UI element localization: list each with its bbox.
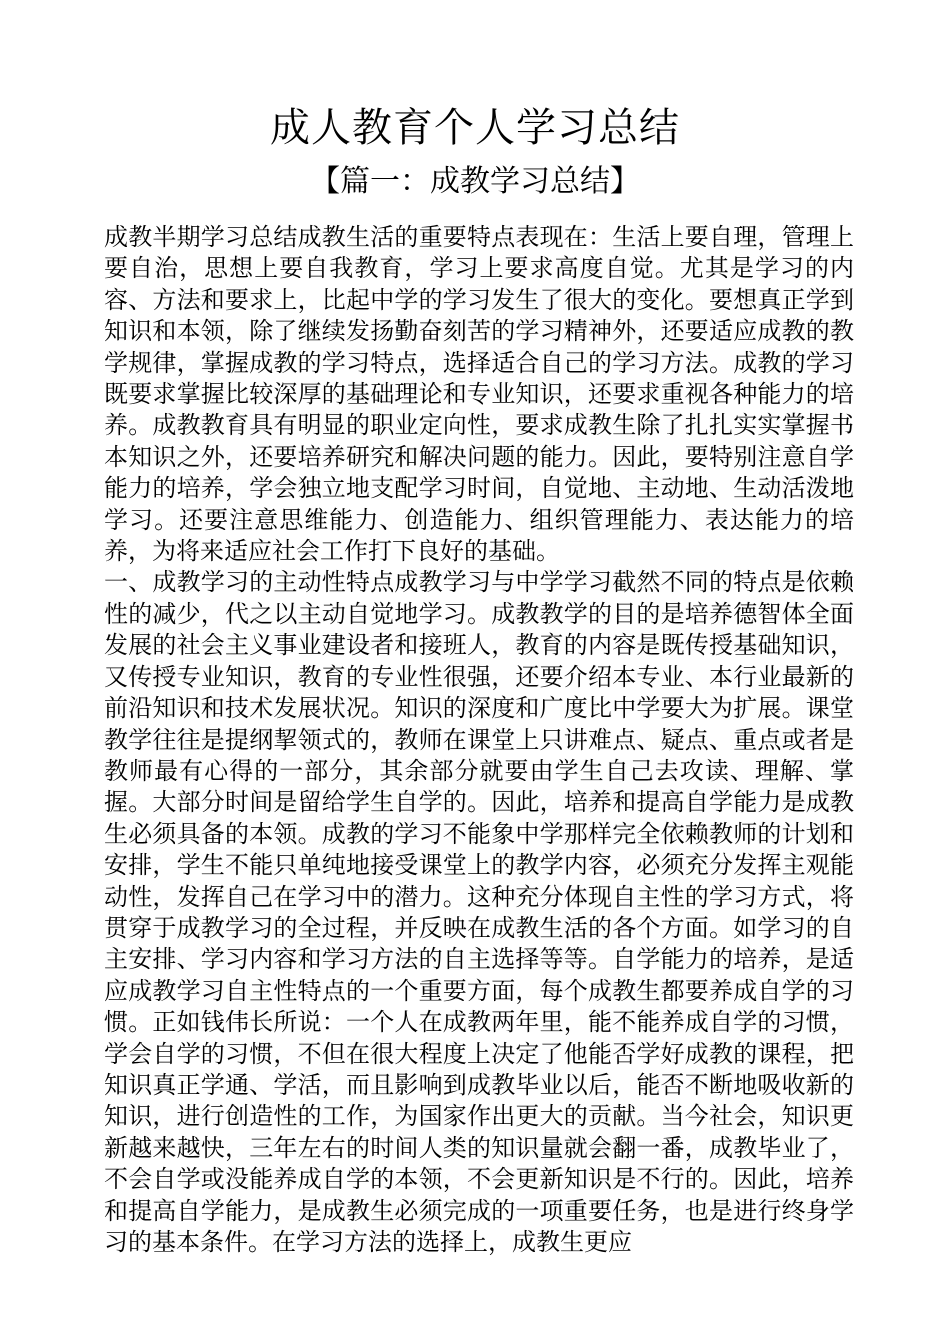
- section-heading: 【篇一：成教学习总结】: [310, 164, 640, 199]
- document-body: [104, 222, 854, 1258]
- page-title: 成人教育个人学习总结: [270, 105, 680, 151]
- paragraph-intro: 成教半期学习总结成教生活的重要特点表现在：生活上要自理，管理上要自治，思想上要自我教育，学习上要求高度自觉。尤其是学习的内容、方法和要求上，比起中学的学习发生了很大的变化。要想真正学到知识和本领，除了继续发扬勤奋刻苦的学习精神外，还要适应成教的教学规律，掌握成教的学习特点，选择适合自己的学习方法。成教的学习既要求掌握比较深厚的基础理论和专业知识，还要求重视各种能力的培养。成教教育具有明显的职业定向性，要求成教生除了扎扎实实掌握书本知识之外，还要培养研究和解决问题的能力。因此，要特别注意自学能力的培养，学会独立地支配学习时间，自觉地、主动地、生动活泼地学习。还要注意思维能力、创造能力、组织管理能力、表达能力的培养，为将来适应社会工作打下良好的基础。: [104, 223, 854, 566]
- paragraph-section-one: 一、成教学习的主动性特点成教学习与中学学习截然不同的特点是依赖性的减少，代之以主动自觉地学习。成教教学的目的是培养德智体全面发展的社会主义事业建设者和接班人，教育的内容是既传授基础知识，又传授专业知识，教育的专业性很强，还要介绍本专业、本行业最新的前沿知识和技术发展状况。知识的深度和广度比中学要大为扩展。课堂教学往往是提纲挈领式的，教师在课堂上只讲难点、疑点、重点或者是教师最有心得的一部分，其余部分就要由学生自己去攻读、理解、掌握。大部分时间是留给学生自学的。因此，培养和提高自学能力是成教生必须具备的本领。成教的学习不能象中学那样完全依赖教师的计划和安排，学生不能只单纯地接受课堂上的教学内容，必须充分发挥主观能动性，发挥自己在学习中的潜力。这种充分体现自主性的学习方式，将贯穿于成教学习的全过程，并反映在成教生活的各个方面。如学习的自主安排、学习内容和学习方法的自主选择等等。自学能力的培养，是适应成教学习自主性特点的一个重要方面，每个成教生都要养成自学的习惯。正如钱伟长所说：一个人在成教两年里，能不能养成自学的习惯，学会自学的习惯，不但在很大程度上决定了他能否学好成教的课程，把知识真正学通、学活，而且影响到成教毕业以后，能否不断地吸收新的知识，进行创造性的工作，为国家作出更大的贡献。当今社会，知识更新越来越快，三年左右的时间人类的知识量就会翻一番，成教毕业了，不会自学或没能养成自学的本领，不会更新知识是不行的。因此，培养和提高自学能力，是成教生必须完成的一项重要任务，也是进行终身学习的基本条件。在学习方法的选择上，成教生更应: [104, 568, 854, 1256]
